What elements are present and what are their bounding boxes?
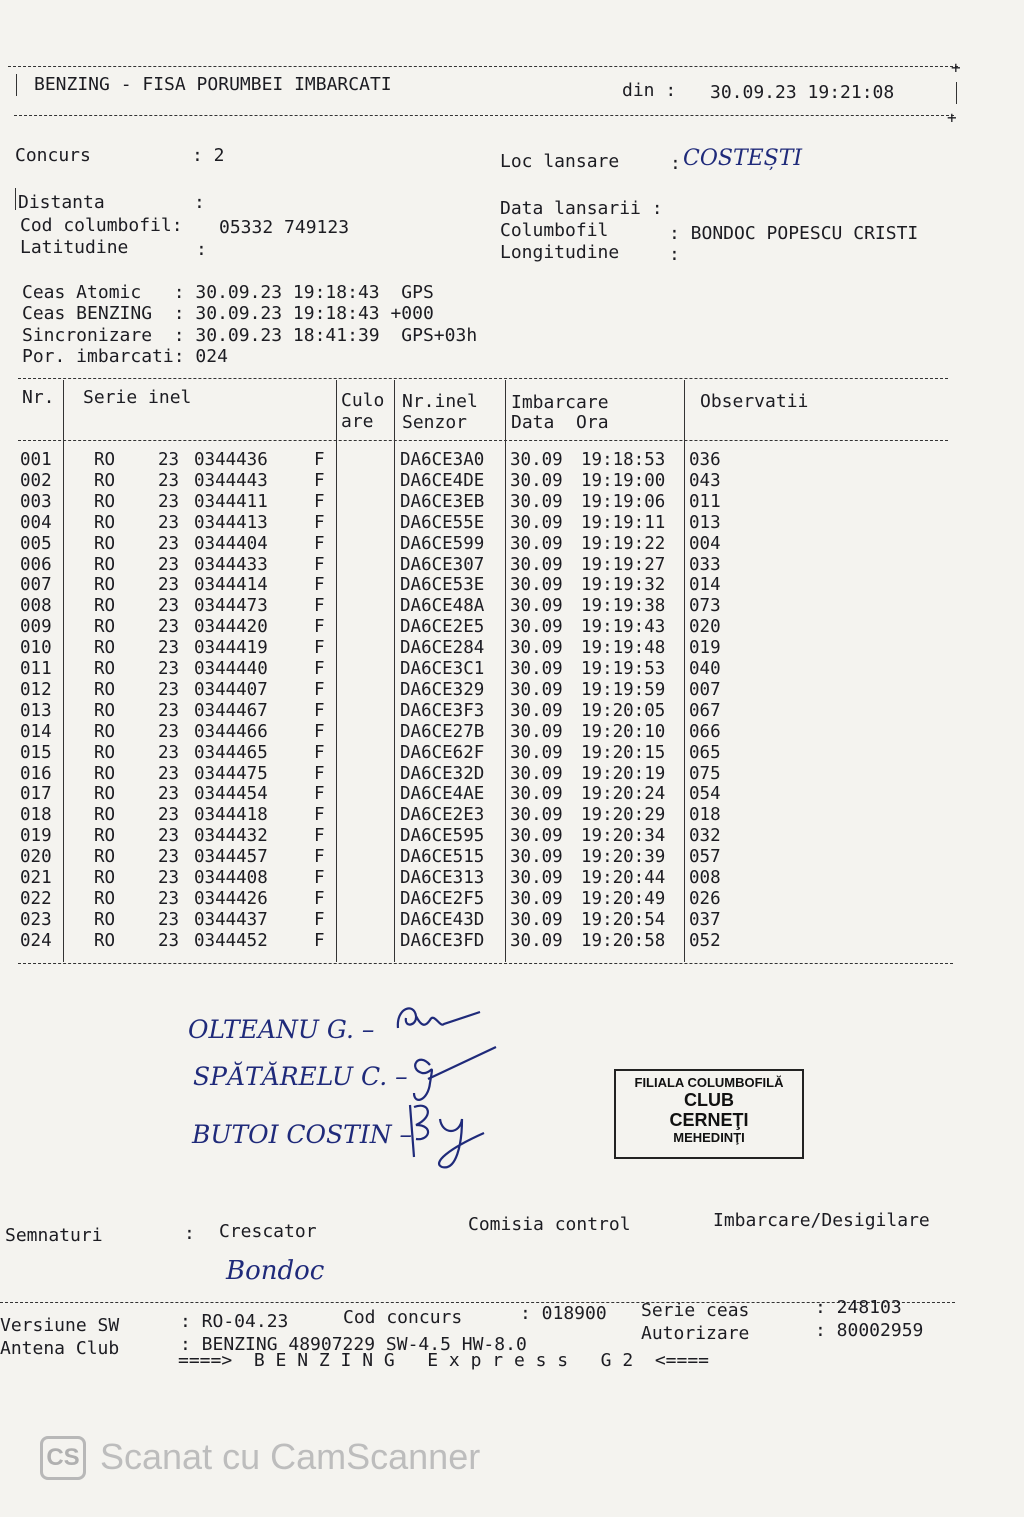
cell-sensor: DA6CE2E3 [400,805,485,826]
cod-concurs-label: Cod concurs [343,1307,463,1328]
cell-year: 23 [158,554,180,575]
cell-ring: 0344408 [194,868,268,888]
cell-obs: 073 [689,596,721,617]
cell-ring: 0344420 [194,617,268,638]
th-imbarcare-2: Data Ora [511,412,609,433]
concurs-label: Concurs [15,145,91,166]
cell-sensor: DA6CE515 [400,847,485,868]
cell-date: 30.09 [510,659,563,679]
cell-sex: F [314,596,325,617]
cell-country: RO [94,491,116,512]
cell-year: 23 [158,491,180,512]
cell-country: RO [94,659,116,679]
latitudine-label: Latitudine [20,237,129,258]
cell-country: RO [94,700,116,721]
cell-sensor: DA6CE27B [400,721,485,742]
handwritten-name-2: SPĂTĂRELU C. – [193,1062,408,1091]
cell-nr: 011 [20,659,52,679]
cell-year: 23 [158,470,180,491]
col-sep-culoare [394,380,395,962]
th-imbarcare-1: Imbarcare [511,392,609,413]
distanta-colon: : [194,192,205,213]
cell-country: RO [94,868,116,888]
cell-date: 30.09 [510,742,563,763]
cell-ring: 0344452 [194,930,268,951]
cell-ring: 0344436 [194,450,268,470]
cell-sex: F [314,638,325,659]
cell-date: 30.09 [510,784,563,805]
cell-nr: 002 [20,470,52,491]
club-stamp [614,1069,804,1159]
cell-sex: F [314,617,325,638]
th-culoare-1: Culo [341,390,385,411]
cell-sex: F [314,700,325,721]
cell-obs: 067 [689,700,721,721]
cell-date: 30.09 [510,868,563,888]
cell-sex: F [314,450,325,470]
cell-nr: 004 [20,512,52,533]
cell-obs: 043 [689,470,721,491]
cell-year: 23 [158,700,180,721]
cell-date: 30.09 [510,596,563,617]
cell-date: 30.09 [510,888,563,909]
cell-ring: 0344475 [194,763,268,784]
cell-ring: 0344465 [194,742,268,763]
cell-date: 30.09 [510,909,563,930]
cell-time: 19:19:48 [581,638,666,659]
header-date-value: 30.09.23 19:21:08 [710,82,895,103]
cell-sensor: DA6CE2F5 [400,888,485,909]
cell-country: RO [94,805,116,826]
cell-date: 30.09 [510,470,563,491]
col-sep-serie [336,380,337,962]
cell-obs: 032 [689,826,721,847]
cell-year: 23 [158,533,180,554]
cell-sensor: DA6CE284 [400,638,485,659]
cell-ring: 0344413 [194,512,268,533]
ceas-benzing-line: Ceas BENZING : 30.09.23 19:18:43 +000 [22,303,434,324]
versiune-sw-value: : RO-04.23 [180,1311,289,1332]
cell-sex: F [314,679,325,700]
cell-time: 19:20:10 [581,721,666,742]
cell-time: 19:19:59 [581,679,666,700]
cell-date: 30.09 [510,575,563,596]
camscanner-watermark: Scanat cu CamScanner [100,1436,481,1477]
handwritten-name-1: OLTEANU G. – [188,1015,375,1044]
cell-ring: 0344467 [194,700,268,721]
cell-time: 19:18:53 [581,450,666,470]
cell-nr: 017 [20,784,52,805]
cell-country: RO [94,721,116,742]
cell-sensor: DA6CE32D [400,763,485,784]
cell-sensor: DA6CE4DE [400,470,485,491]
cell-country: RO [94,888,116,909]
cell-obs: 075 [689,763,721,784]
th-nr: Nr. [22,387,55,408]
cell-time: 19:20:05 [581,700,666,721]
cell-year: 23 [158,679,180,700]
ceas-atomic-line: Ceas Atomic : 30.09.23 19:18:43 GPS [22,282,434,303]
latitudine-colon: : [196,239,207,260]
th-nr-inel-2: Senzor [402,412,468,433]
cell-time: 19:19:00 [581,470,666,491]
data-lansarii-label: Data lansarii : [500,198,663,219]
cell-nr: 014 [20,721,52,742]
header-plus-right: + [951,58,961,77]
info-left-tick [15,188,16,210]
header-bottom-rule [14,115,954,116]
cell-ring: 0344437 [194,909,268,930]
cell-country: RO [94,763,116,784]
cell-year: 23 [158,888,180,909]
cell-sex: F [314,721,325,742]
cell-nr: 009 [20,617,52,638]
cell-time: 19:20:49 [581,888,666,909]
cell-sex: F [314,470,325,491]
concurs-value: : 2 [192,145,225,166]
col-sep-senzor [505,380,506,962]
cell-ring: 0344440 [194,659,268,679]
th-observatii: Observatii [700,391,809,412]
cell-time: 19:19:38 [581,596,666,617]
handwritten-sig-1 [392,998,487,1038]
cell-nr: 018 [20,805,52,826]
cell-year: 23 [158,742,180,763]
cell-sex: F [314,554,325,575]
cell-time: 19:19:06 [581,491,666,512]
distanta-label: Distanta [18,192,105,213]
cell-country: RO [94,512,116,533]
cell-ring: 0344454 [194,784,268,805]
header-right-edge [956,82,957,104]
por-imbarcati-line: Por. imbarcati: 024 [22,346,228,367]
table-header-rule [18,440,948,441]
crescator-signature: Bondoc [226,1256,325,1286]
cell-date: 30.09 [510,930,563,951]
cell-sensor: DA6CE3F3 [400,700,485,721]
cell-date: 30.09 [510,763,563,784]
loc-lansare-value: COSTEȘTI [683,146,803,171]
cell-sex: F [314,512,325,533]
cell-nr: 022 [20,888,52,909]
cell-date: 30.09 [510,638,563,659]
cell-sensor: DA6CE313 [400,868,485,888]
cell-nr: 023 [20,909,52,930]
cell-country: RO [94,554,116,575]
cell-sex: F [314,659,325,679]
cell-country: RO [94,784,116,805]
cell-obs: 065 [689,742,721,763]
benzing-express-banner: ====> B E N Z I N G E x p r e s s G 2 <==== [178,1350,710,1371]
cell-sensor: DA6CE329 [400,679,485,700]
cell-obs: 018 [689,805,721,826]
cell-sex: F [314,491,325,512]
cell-obs: 037 [689,909,721,930]
cell-country: RO [94,909,116,930]
header-left-edge [16,74,17,96]
cell-year: 23 [158,784,180,805]
cell-date: 30.09 [510,847,563,868]
cell-year: 23 [158,596,180,617]
crescator-label: Crescator [219,1221,317,1242]
th-culoare-2: are [341,411,374,432]
cell-nr: 001 [20,450,52,470]
cell-time: 19:19:43 [581,617,666,638]
header-date-label: din : [622,80,677,101]
cell-country: RO [94,470,116,491]
cell-year: 23 [158,805,180,826]
serie-ceas-label: Serie ceas [641,1300,750,1321]
cell-date: 30.09 [510,491,563,512]
cell-country: RO [94,575,116,596]
cell-ring: 0344473 [194,596,268,617]
cell-time: 19:19:22 [581,533,666,554]
versiune-sw-label: Versiune SW [0,1315,120,1336]
footer-rule [0,1302,955,1303]
cell-sex: F [314,575,325,596]
cell-country: RO [94,596,116,617]
cell-nr: 003 [20,491,52,512]
cell-date: 30.09 [510,533,563,554]
antena-club-value: : BENZING 48907229 SW-4.5 HW-8.0 [180,1334,527,1355]
cell-nr: 024 [20,930,52,951]
cell-year: 23 [158,930,180,951]
cell-obs: 011 [689,491,721,512]
cell-obs: 052 [689,930,721,951]
cell-year: 23 [158,721,180,742]
sincronizare-line: Sincronizare : 30.09.23 18:41:39 GPS+03h [22,325,478,346]
header-plus-bottom: + [947,108,957,127]
cell-date: 30.09 [510,450,563,470]
table-bottom-rule [18,963,953,964]
cell-ring: 0344432 [194,826,268,847]
cell-sex: F [314,784,325,805]
serie-ceas-value: : 248103 [815,1297,902,1318]
cell-sex: F [314,909,325,930]
cell-nr: 021 [20,868,52,888]
cell-time: 19:20:19 [581,763,666,784]
cell-nr: 015 [20,742,52,763]
th-nr-inel-1: Nr.inel [402,391,478,412]
cell-country: RO [94,930,116,951]
handwritten-name-3: BUTOI COSTIN – [192,1120,413,1149]
cell-date: 30.09 [510,826,563,847]
autorizare-label: Autorizare [641,1323,750,1344]
cell-year: 23 [158,450,180,470]
cell-year: 23 [158,868,180,888]
semnaturi-colon: : [184,1223,195,1244]
col-sep-imbarcare [684,380,685,962]
cell-sensor: DA6CE48A [400,596,485,617]
cell-sensor: DA6CE62F [400,742,485,763]
cell-time: 19:20:44 [581,868,666,888]
cell-ring: 0344419 [194,638,268,659]
cell-ring: 0344418 [194,805,268,826]
cell-time: 19:20:39 [581,847,666,868]
cell-year: 23 [158,847,180,868]
cell-time: 19:19:11 [581,512,666,533]
cell-sex: F [314,930,325,951]
cell-sensor: DA6CE4AE [400,784,485,805]
cell-ring: 0344457 [194,847,268,868]
cell-sex: F [314,533,325,554]
cell-country: RO [94,638,116,659]
header-top-rule [8,66,958,67]
cell-year: 23 [158,763,180,784]
cell-nr: 005 [20,533,52,554]
cell-sensor: DA6CE2E5 [400,617,485,638]
cell-sensor: DA6CE3FD [400,930,485,951]
cell-date: 30.09 [510,805,563,826]
cell-sex: F [314,868,325,888]
cell-time: 19:20:24 [581,784,666,805]
cell-ring: 0344466 [194,721,268,742]
cell-time: 19:19:27 [581,554,666,575]
cell-obs: 054 [689,784,721,805]
cell-sensor: DA6CE53E [400,575,485,596]
cell-time: 19:20:29 [581,805,666,826]
cell-obs: 040 [689,659,721,679]
columbofil-label: Columbofil [500,220,609,241]
cell-date: 30.09 [510,721,563,742]
cell-nr: 016 [20,763,52,784]
stamp-line-1: FILIALA COLUMBOFILĂ [634,1075,784,1090]
cell-sex: F [314,763,325,784]
cell-nr: 007 [20,575,52,596]
cell-obs: 004 [689,533,721,554]
cell-sensor: DA6CE55E [400,512,485,533]
cell-year: 23 [158,512,180,533]
cell-obs: 007 [689,679,721,700]
longitudine-label: Longitudine [500,242,620,263]
cell-country: RO [94,679,116,700]
cell-obs: 014 [689,575,721,596]
col-sep-nr [63,380,64,962]
cell-date: 30.09 [510,700,563,721]
cell-ring: 0344404 [194,533,268,554]
cell-ring: 0344407 [194,679,268,700]
loc-lansare-colon: : [670,153,681,174]
cell-country: RO [94,742,116,763]
cell-country: RO [94,617,116,638]
cell-sex: F [314,805,325,826]
cell-country: RO [94,450,116,470]
cell-date: 30.09 [510,554,563,575]
cell-sensor: DA6CE595 [400,826,485,847]
cell-year: 23 [158,575,180,596]
cell-obs: 033 [689,554,721,575]
cell-sensor: DA6CE307 [400,554,485,575]
cell-nr: 012 [20,679,52,700]
columbofil-value: : BONDOC POPESCU CRISTI [669,223,919,244]
cell-sex: F [314,826,325,847]
stamp-line-4: MEHEDINŢI [673,1130,745,1145]
cell-nr: 010 [20,638,52,659]
cell-ring: 0344411 [194,491,268,512]
cell-country: RO [94,847,116,868]
cell-obs: 026 [689,888,721,909]
cell-sensor: DA6CE3A0 [400,450,485,470]
cell-ring: 0344414 [194,575,268,596]
cell-date: 30.09 [510,512,563,533]
table-top-rule [18,378,948,379]
stamp-line-3: CERNEŢI [669,1110,749,1130]
cell-year: 23 [158,638,180,659]
header-title: BENZING - FISA PORUMBEI IMBARCATI [34,74,392,95]
cell-sensor: DA6CE3EB [400,491,485,512]
cell-time: 19:20:34 [581,826,666,847]
cell-year: 23 [158,826,180,847]
cell-ring: 0344433 [194,554,268,575]
cell-year: 23 [158,659,180,679]
handwritten-sig-3 [400,1095,490,1175]
cod-columbofil-value: 05332 749123 [219,217,350,238]
cell-sensor: DA6CE43D [400,909,485,930]
cell-country: RO [94,533,116,554]
cod-concurs-value: : 018900 [520,1303,607,1324]
longitudine-colon: : [669,244,680,265]
cell-obs: 066 [689,721,721,742]
cell-year: 23 [158,909,180,930]
autorizare-value: : 80002959 [815,1320,924,1341]
cell-obs: 013 [689,512,721,533]
cell-obs: 008 [689,868,721,888]
loc-lansare-label: Loc lansare [500,151,620,172]
cell-sex: F [314,742,325,763]
th-serie-inel: Serie inel [83,387,192,408]
cell-sex: F [314,847,325,868]
antena-club-label: Antena Club [0,1338,120,1359]
cell-obs: 020 [689,617,721,638]
cell-time: 19:20:54 [581,909,666,930]
cell-sensor: DA6CE3C1 [400,659,485,679]
cell-nr: 006 [20,554,52,575]
cell-time: 19:20:15 [581,742,666,763]
imbarcare-desigilare-label: Imbarcare/Desigilare [713,1210,930,1231]
comisia-control-label: Comisia control [468,1214,631,1235]
cell-sex: F [314,888,325,909]
cod-columbofil-label: Cod columbofil: [20,215,183,236]
camscanner-logo-icon: CS [40,1436,86,1480]
cell-date: 30.09 [510,617,563,638]
cell-obs: 036 [689,450,721,470]
cell-year: 23 [158,617,180,638]
cell-time: 19:19:32 [581,575,666,596]
cell-ring: 0344426 [194,888,268,909]
cell-obs: 057 [689,847,721,868]
cell-nr: 020 [20,847,52,868]
cell-obs: 019 [689,638,721,659]
cell-ring: 0344443 [194,470,268,491]
cell-date: 30.09 [510,679,563,700]
cell-sensor: DA6CE599 [400,533,485,554]
stamp-line-2: CLUB [684,1090,734,1110]
cell-nr: 008 [20,596,52,617]
semnaturi-label: Semnaturi [5,1225,103,1246]
cell-time: 19:19:53 [581,659,666,679]
cell-nr: 013 [20,700,52,721]
cell-time: 19:20:58 [581,930,666,951]
cell-country: RO [94,826,116,847]
cell-nr: 019 [20,826,52,847]
